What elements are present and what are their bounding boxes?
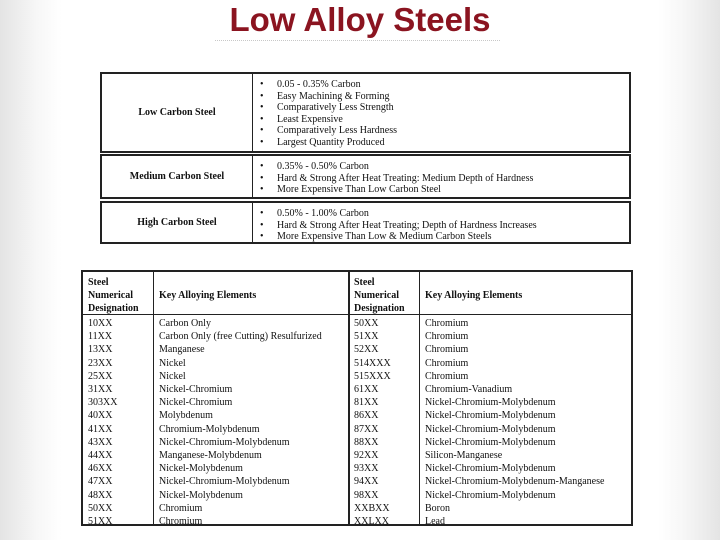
table-cell: XXBXX bbox=[354, 502, 390, 514]
table-cell: Carbon Only bbox=[159, 318, 211, 329]
table-cell: Nickel-Chromium bbox=[159, 384, 233, 396]
bullet-item: • 0.50% - 1.00% Carbon bbox=[260, 208, 537, 220]
table-cell: 94XX bbox=[354, 476, 379, 488]
table-cell: Nickel-Chromium-Molybdenum bbox=[159, 476, 290, 488]
page-title: Low Alloy Steels bbox=[229, 1, 491, 38]
table-cell: 514XXX bbox=[354, 357, 391, 369]
table-cell: 10XX bbox=[88, 318, 113, 329]
table-cell: 51XX bbox=[354, 331, 379, 343]
low-carbon-steel-bullets bbox=[260, 79, 397, 148]
table-cell: 87XX bbox=[354, 423, 379, 435]
table-cell: 81XX bbox=[354, 397, 379, 409]
high-carbon-steel-bullets bbox=[260, 208, 537, 243]
bullet-item: • Comparatively Less Strength bbox=[260, 102, 397, 114]
table-cell: 86XX bbox=[354, 410, 379, 422]
table-cell: Nickel-Molybdenum bbox=[159, 489, 243, 501]
bullet-item: • 0.05 - 0.35% Carbon bbox=[260, 79, 397, 91]
table-cell: Chromium bbox=[425, 344, 469, 356]
header-line: Steel bbox=[88, 277, 109, 288]
bullet-item: • More Expensive Than Low & Medium Carbon Steels bbox=[260, 231, 537, 243]
bullet-item: • 0.35% - 0.50% Carbon bbox=[260, 161, 533, 173]
table-cell: Nickel bbox=[159, 357, 186, 369]
table-cell: Chromium bbox=[159, 502, 203, 514]
table-cell: 92XX bbox=[354, 450, 379, 462]
elements-header-left: Key Alloying Elements bbox=[159, 290, 257, 301]
table-cell: Manganese bbox=[159, 344, 205, 356]
table-cell: XXLXX bbox=[354, 516, 389, 528]
table-cell: Boron bbox=[425, 502, 450, 514]
table-cell: Nickel-Molybdenum bbox=[159, 463, 243, 475]
table-cell: 11XX bbox=[88, 331, 113, 343]
column-divider bbox=[153, 272, 154, 524]
medium-carbon-steel-bullets bbox=[260, 161, 533, 196]
bullet-item: • Largest Quantity Produced bbox=[260, 137, 397, 149]
table-cell: Nickel-Chromium bbox=[159, 397, 233, 409]
header-line: Designation bbox=[88, 303, 139, 314]
left-margin-shade bbox=[0, 0, 62, 540]
right-elements-column bbox=[425, 317, 604, 528]
column-divider bbox=[419, 272, 420, 524]
designation-table bbox=[81, 270, 633, 526]
bullet-item: • Comparatively Less Hardness bbox=[260, 125, 397, 137]
table-cell: Nickel-Chromium-Molybdenum bbox=[159, 436, 290, 448]
table-cell: 52XX bbox=[354, 344, 379, 356]
table-cell: Nickel-Chromium-Molybdenum-Manganese bbox=[425, 476, 605, 488]
left-codes-column bbox=[88, 317, 117, 528]
high-carbon-steel-label: High Carbon Steel bbox=[102, 203, 253, 242]
medium-carbon-steel-label: Medium Carbon Steel bbox=[102, 156, 253, 197]
table-cell: 50XX bbox=[88, 502, 113, 514]
table-cell: 41XX bbox=[88, 423, 113, 435]
table-cell: 25XX bbox=[88, 370, 113, 382]
table-cell: Lead bbox=[425, 516, 445, 528]
table-cell: Nickel-Chromium-Molybdenum bbox=[425, 397, 556, 409]
center-divider bbox=[348, 272, 350, 524]
table-cell: Chromium bbox=[159, 516, 203, 528]
table-cell: Chromium bbox=[425, 318, 469, 329]
table-cell: 98XX bbox=[354, 489, 379, 501]
table-cell: 40XX bbox=[88, 410, 113, 422]
table-cell: 61XX bbox=[354, 384, 379, 396]
table-cell: 44XX bbox=[88, 450, 113, 462]
high-carbon-steel-row bbox=[100, 201, 631, 244]
table-cell: Chromium bbox=[425, 370, 469, 382]
table-cell: 13XX bbox=[88, 344, 113, 356]
table-cell: 88XX bbox=[354, 436, 379, 448]
medium-carbon-steel-row bbox=[100, 154, 631, 199]
table-cell: Carbon Only (free Cutting) Resulfurized bbox=[159, 331, 322, 343]
table-cell: Nickel-Chromium-Molybdenum bbox=[425, 423, 556, 435]
header-line: Designation bbox=[354, 303, 405, 314]
bullet-item: • Hard & Strong After Heat Treating: Medium Depth of Hardness bbox=[260, 173, 533, 185]
table-cell: 93XX bbox=[354, 463, 379, 475]
header-line: Steel bbox=[354, 277, 375, 288]
table-cell: Chromium bbox=[425, 357, 469, 369]
table-cell: Nickel-Chromium-Molybdenum bbox=[425, 463, 556, 475]
table-cell: Molybdenum bbox=[159, 410, 213, 422]
table-cell: Nickel bbox=[159, 370, 186, 382]
table-cell: Nickel-Chromium-Molybdenum bbox=[425, 436, 556, 448]
table-cell: Nickel-Chromium-Molybdenum bbox=[425, 410, 556, 422]
designation-header-right bbox=[354, 276, 405, 315]
table-cell: 43XX bbox=[88, 436, 113, 448]
header-line: Numerical bbox=[354, 290, 399, 301]
table-cell: Chromium-Molybdenum bbox=[159, 423, 260, 435]
title-underline bbox=[215, 40, 500, 41]
low-carbon-steel-row bbox=[100, 72, 631, 153]
left-elements-column bbox=[159, 317, 322, 528]
table-cell: 51XX bbox=[88, 516, 113, 528]
table-cell: Silicon-Manganese bbox=[425, 450, 503, 462]
table-cell: 47XX bbox=[88, 476, 113, 488]
table-cell: 303XX bbox=[88, 397, 118, 409]
table-cell: Nickel-Chromium-Molybdenum bbox=[425, 489, 556, 501]
bullet-item: • Easy Machining & Forming bbox=[260, 91, 397, 103]
table-cell: Chromium bbox=[425, 331, 469, 343]
table-cell: 46XX bbox=[88, 463, 113, 475]
right-codes-column bbox=[354, 317, 391, 528]
table-cell: 50XX bbox=[354, 318, 379, 329]
bullet-item: • More Expensive Than Low Carbon Steel bbox=[260, 184, 533, 196]
table-cell: 48XX bbox=[88, 489, 113, 501]
bullet-item: • Least Expensive bbox=[260, 114, 397, 126]
table-cell: 23XX bbox=[88, 357, 113, 369]
bullet-item: • Hard & Strong After Heat Treating; Depth of Hardness Increases bbox=[260, 220, 537, 232]
table-cell: Manganese-Molybdenum bbox=[159, 450, 262, 462]
elements-header-right: Key Alloying Elements bbox=[425, 290, 523, 301]
designation-header-left bbox=[88, 276, 139, 315]
table-cell: 31XX bbox=[88, 384, 113, 396]
table-cell: 515XXX bbox=[354, 370, 391, 382]
right-margin-shade bbox=[658, 0, 720, 540]
table-cell: Chromium-Vanadium bbox=[425, 384, 513, 396]
header-line: Numerical bbox=[88, 290, 133, 301]
low-carbon-steel-label: Low Carbon Steel bbox=[102, 74, 253, 151]
